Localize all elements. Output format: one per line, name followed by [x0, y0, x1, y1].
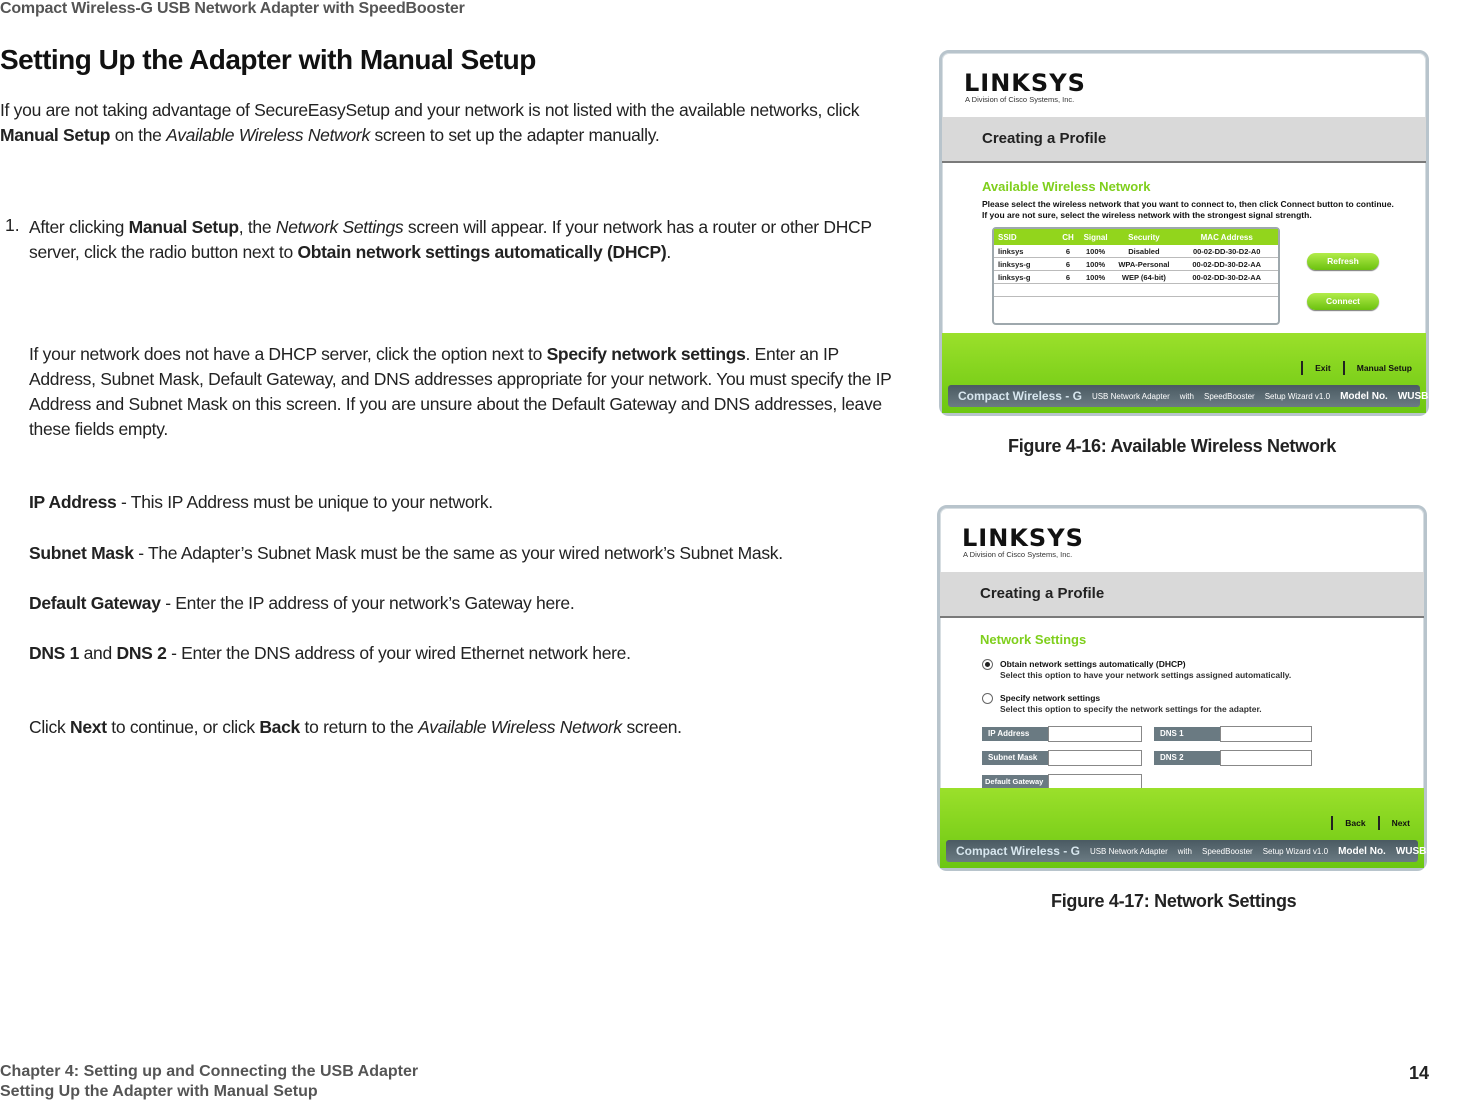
connect-button[interactable]: Connect	[1307, 293, 1379, 310]
subnet-mask-input[interactable]	[1048, 750, 1142, 766]
step-number: 1.	[5, 215, 20, 235]
footer-chapter: Chapter 4: Setting up and Connecting the USB Adapter	[0, 1063, 419, 1080]
footer-section: Setting Up the Adapter with Manual Setup	[0, 1083, 318, 1100]
ip-address-def: IP Address - This IP Address must be unique to your network.	[29, 492, 493, 512]
dhcp-option: Obtain network settings automatically (DHCP) Select this option to have your network settings assigned automatically.	[1000, 659, 1292, 680]
col-security: Security	[1128, 232, 1160, 242]
linksys-tagline: A Division of Cisco Systems, Inc.	[965, 95, 1075, 104]
dns2-input[interactable]	[1220, 750, 1312, 766]
figure-available-wireless-network	[939, 50, 1461, 416]
band-title: Creating a Profile	[980, 585, 1105, 602]
dns1-label: DNS 1	[1154, 727, 1220, 741]
band-title: Creating a Profile	[982, 130, 1107, 147]
next-link[interactable]: Next	[1391, 818, 1410, 828]
col-ch: CH	[1062, 232, 1074, 242]
subnet-mask-label: Subnet Mask	[982, 751, 1048, 765]
refresh-button[interactable]: Refresh	[1307, 253, 1379, 270]
manual-setup-link[interactable]: Manual Setup	[1356, 363, 1412, 373]
dns2-label: DNS 2	[1154, 751, 1220, 765]
default-gateway-label: Default Gateway	[982, 775, 1048, 789]
linksys-logo: LINKSYS	[964, 69, 1086, 97]
linksys-tagline: A Division of Cisco Systems, Inc.	[963, 550, 1073, 559]
instructions: Please select the wireless network that you want to connect to, then click Connect button to continue. If you are not sure, select the wireless network with the strongest signal strength.	[982, 199, 1394, 220]
footer-bar	[942, 333, 1461, 413]
col-signal: Signal	[1083, 232, 1108, 242]
specify-paragraph: If your network does not have a DHCP server, click the option next to Specify network settings. Enter an IP Address, Subnet Mask, Default Gateway, and DNS addresses appropriate for your network. You must specify the IP Address and Subnet Mask on this screen. If you are unsure about the Default Gateway and DNS addresses, leave these fields empty.	[29, 344, 892, 439]
table-row[interactable]: linksys 6 100% Disabled 00-02-DD-30-D2-A0	[994, 245, 1278, 258]
default-gateway-def: Default Gateway - Enter the IP address of your network’s Gateway here.	[29, 593, 575, 613]
table-row[interactable]: linksys-g 6 100% WEP (64-bit) 00-02-DD-30-D2-AA	[994, 271, 1278, 284]
footer-links	[1301, 361, 1412, 375]
dhcp-radio[interactable]	[982, 659, 993, 670]
table-row-empty	[994, 297, 1278, 310]
back-link[interactable]: Back	[1345, 818, 1366, 828]
running-header: Compact Wireless-G USB Network Adapter with SpeedBooster	[0, 0, 465, 17]
ip-address-label: IP Address	[982, 727, 1048, 741]
figure-network-settings	[937, 505, 1460, 871]
section-title: Available Wireless Network	[982, 179, 1151, 194]
col-ssid: SSID	[998, 232, 1017, 242]
ip-address-input[interactable]	[1048, 726, 1142, 742]
exit-link[interactable]: Exit	[1315, 363, 1331, 373]
subnet-mask-def: Subnet Mask - The Adapter’s Subnet Mask must be the same as your wired network’s Subnet Mask.	[29, 543, 783, 563]
step-1-paragraph: After clicking Manual Setup, the Network Settings screen will appear. If your network has a router or other DHCP server, click the radio button next to Obtain network settings automatically (DHCP).	[29, 217, 872, 262]
specify-radio[interactable]	[982, 693, 993, 704]
product-strip: Compact Wireless - G USB Network Adapter with SpeedBooster Setup Wizard v1.0 Model No. WUSB54GSC	[946, 840, 1418, 862]
next-paragraph: Click Next to continue, or click Back to return to the Available Wireless Network screen.	[29, 717, 682, 737]
footer-links	[1331, 816, 1410, 830]
page-title: Setting Up the Adapter with Manual Setup	[0, 44, 536, 75]
figure-17-caption: Figure 4-17: Network Settings	[1051, 891, 1297, 911]
footer-bar	[940, 788, 1460, 868]
figure-16-caption: Figure 4-16: Available Wireless Network	[1008, 436, 1336, 456]
profile-band	[940, 572, 1424, 618]
network-table	[992, 227, 1280, 325]
col-mac: MAC Address	[1200, 232, 1253, 242]
intro-paragraph: If you are not taking advantage of SecureEasySetup and your network is not listed with the available networks, click Manual Setup on the Available Wireless Network screen to set up the adapter manually.	[0, 100, 860, 145]
profile-band	[942, 117, 1426, 163]
linksys-logo: LINKSYS	[962, 524, 1084, 552]
dns-def: DNS 1 and DNS 2 - Enter the DNS address of your wired Ethernet network here.	[29, 643, 631, 663]
table-row-empty	[994, 284, 1278, 297]
section-title: Network Settings	[980, 632, 1087, 647]
dns1-input[interactable]	[1220, 726, 1312, 742]
product-strip: Compact Wireless - G USB Network Adapter with SpeedBooster Setup Wizard v1.0 Model No. WUSB54GSC	[948, 385, 1420, 407]
page-number: 14	[1408, 1063, 1429, 1083]
specify-option: Specify network settings Select this option to specify the network settings for the adapter.	[1000, 693, 1262, 714]
table-header	[994, 229, 1278, 245]
table-row[interactable]: linksys-g 6 100% WPA-Personal 00-02-DD-30-D2-AA	[994, 258, 1278, 271]
